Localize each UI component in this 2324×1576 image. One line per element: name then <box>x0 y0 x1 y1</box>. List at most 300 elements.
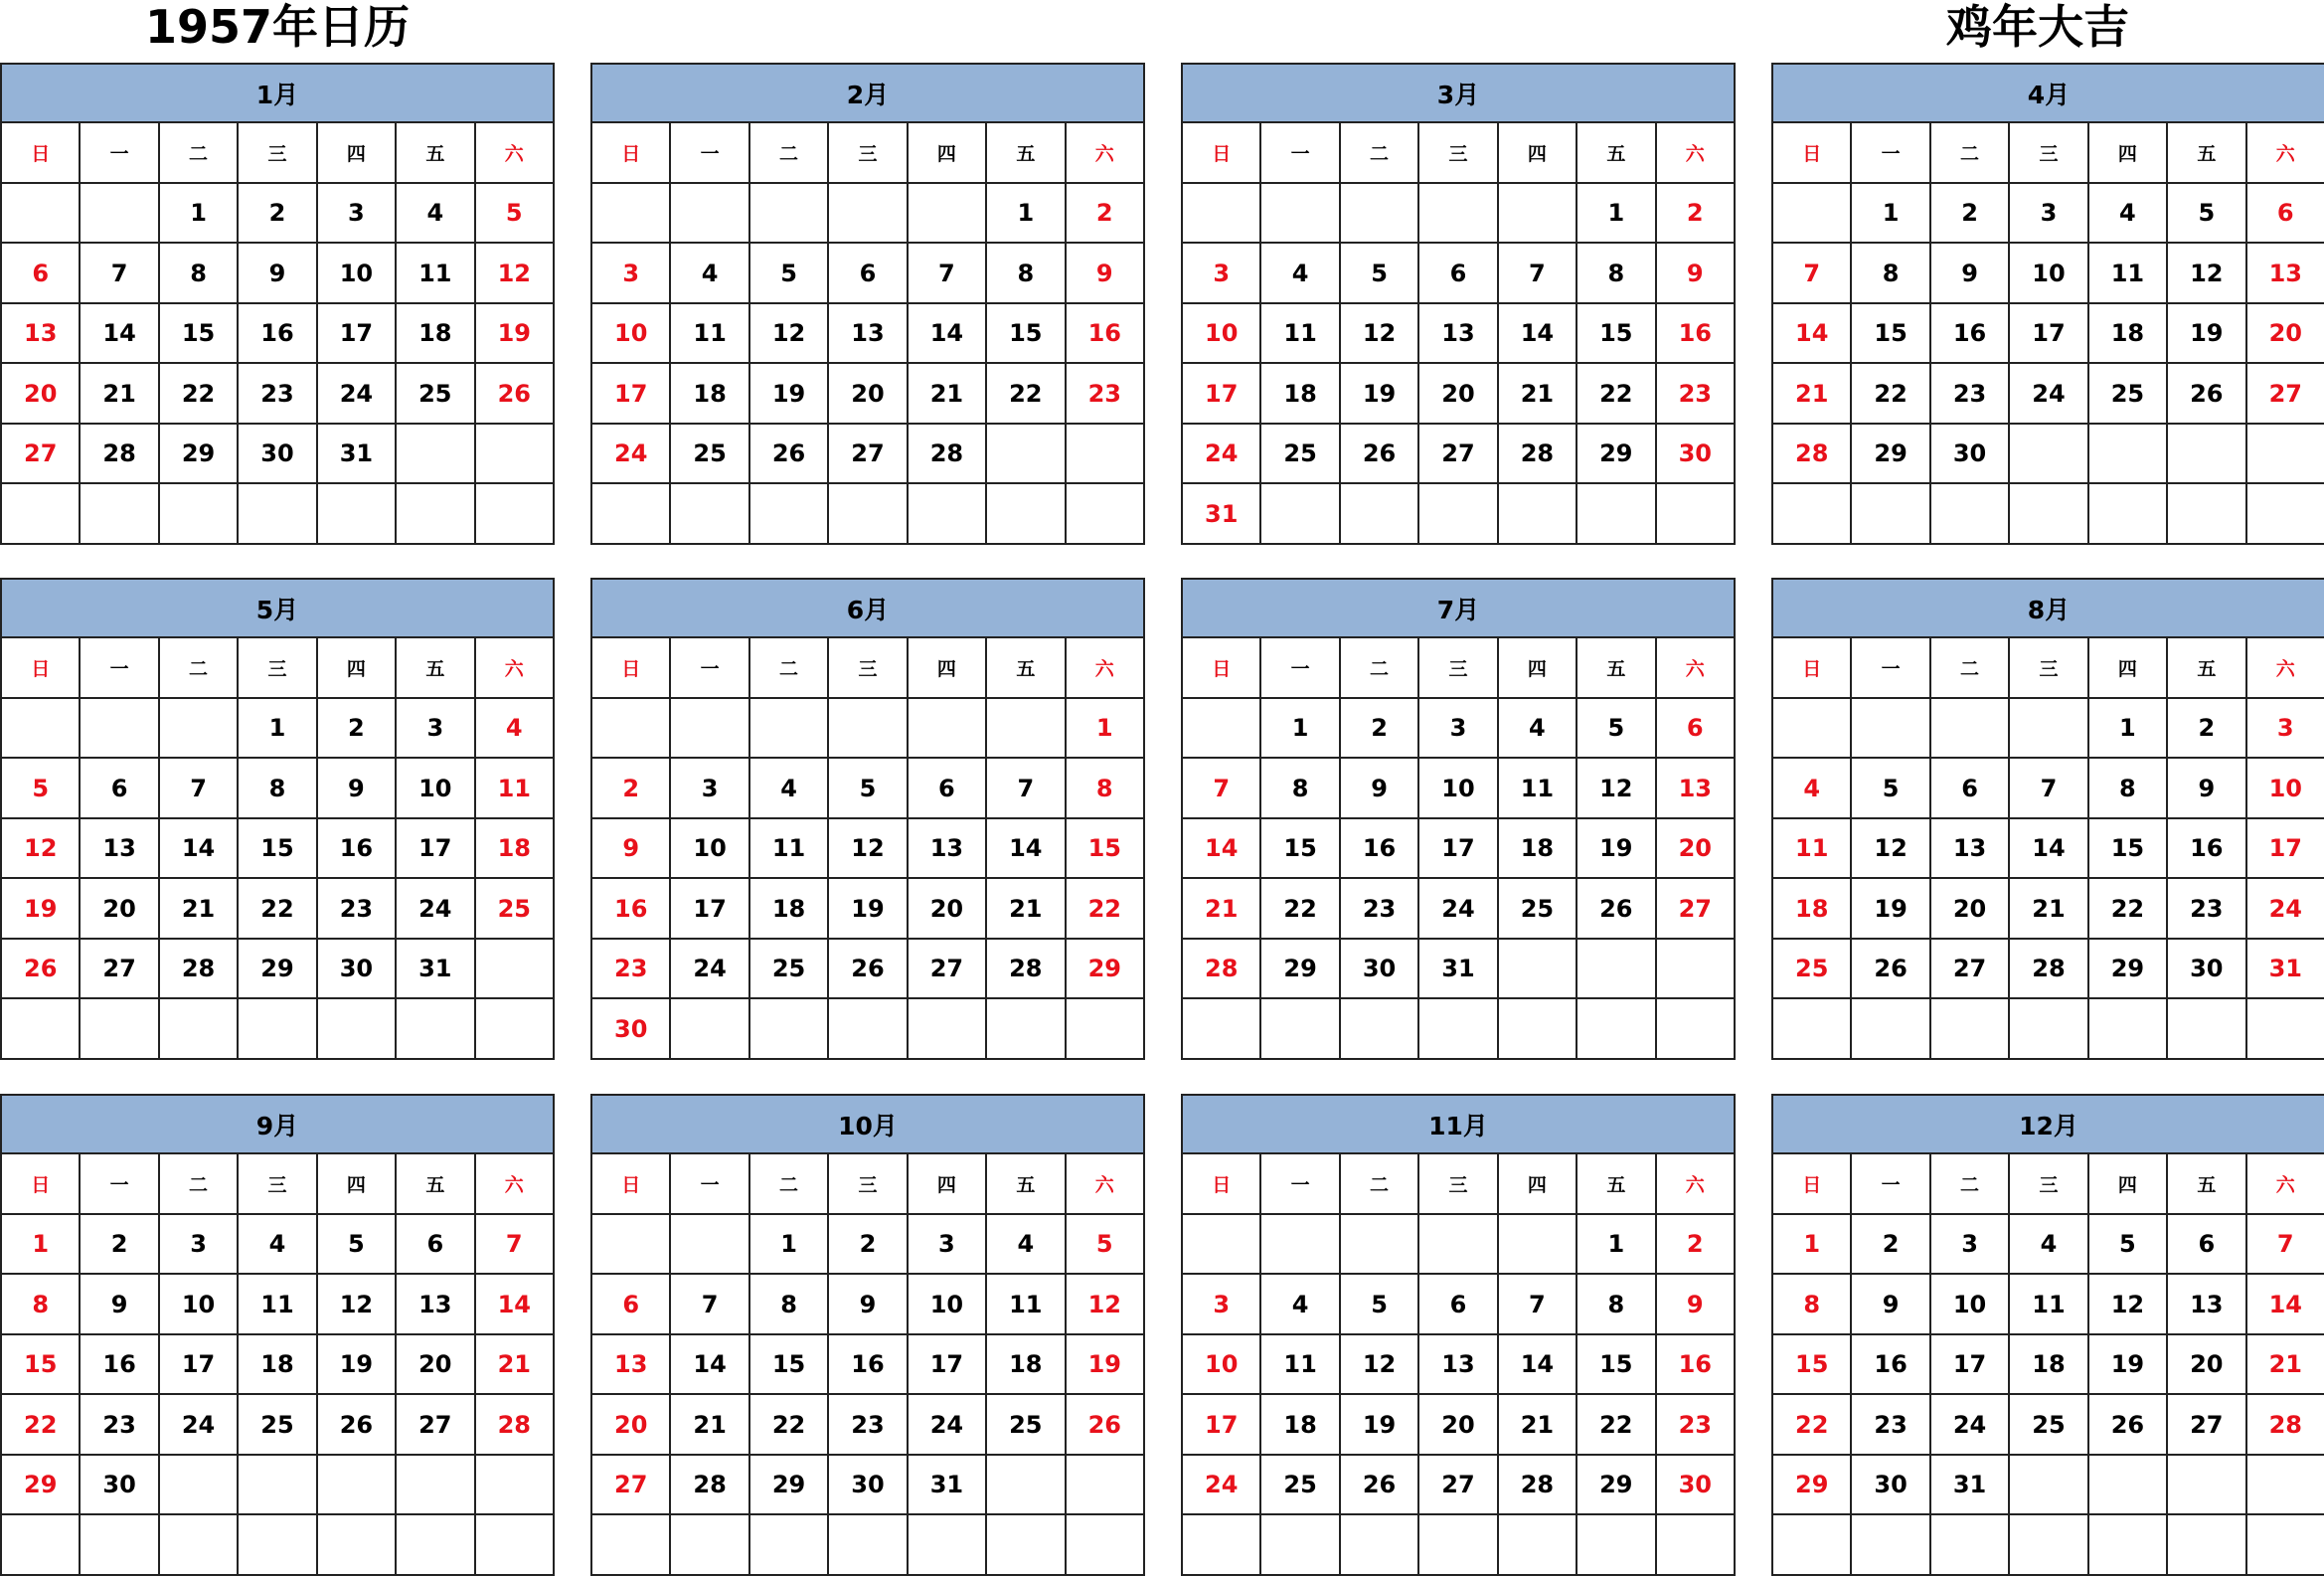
day-cell: 11 <box>1772 818 1851 879</box>
day-cell: 9 <box>1656 1274 1735 1334</box>
day-cell: 26 <box>749 424 828 484</box>
day-cell <box>1498 1514 1577 1575</box>
day-cell <box>1418 998 1497 1059</box>
weekday-header: 四 <box>2088 122 2167 183</box>
day-cell: 24 <box>2246 878 2324 939</box>
weekday-header: 一 <box>1260 122 1339 183</box>
day-cell <box>475 1455 554 1515</box>
day-cell: 26 <box>1066 1394 1144 1455</box>
weekday-header: 三 <box>2009 637 2087 698</box>
day-cell: 15 <box>1066 818 1144 879</box>
day-cell: 19 <box>2088 1334 2167 1395</box>
day-cell: 9 <box>80 1274 158 1334</box>
weekday-header: 三 <box>238 637 316 698</box>
day-cell: 10 <box>2246 758 2324 818</box>
day-cell <box>2009 424 2087 484</box>
day-cell <box>908 998 986 1059</box>
day-cell: 24 <box>317 363 396 424</box>
day-cell: 18 <box>2088 303 2167 364</box>
weekday-header: 六 <box>2246 1153 2324 1214</box>
month-title: 5月 <box>1 579 554 637</box>
weekday-header: 六 <box>2246 122 2324 183</box>
day-cell <box>1066 483 1144 544</box>
month-calendar <box>1181 578 1736 1060</box>
day-cell: 10 <box>2009 243 2087 303</box>
day-cell <box>1 1514 80 1575</box>
day-cell <box>80 698 158 759</box>
day-cell: 5 <box>1340 243 1418 303</box>
day-cell <box>2167 998 2245 1059</box>
day-cell: 28 <box>670 1455 748 1515</box>
day-cell <box>749 998 828 1059</box>
day-cell: 20 <box>396 1334 474 1395</box>
day-cell <box>908 483 986 544</box>
weekday-header: 六 <box>475 637 554 698</box>
day-cell: 14 <box>80 303 158 364</box>
month-title: 12月 <box>1772 1095 2324 1153</box>
day-cell: 31 <box>2246 939 2324 999</box>
day-cell: 13 <box>396 1274 474 1334</box>
day-cell: 25 <box>238 1394 316 1455</box>
day-cell <box>1182 998 1260 1059</box>
day-cell <box>1260 1514 1339 1575</box>
day-cell <box>2088 483 2167 544</box>
weekday-header: 四 <box>2088 1153 2167 1214</box>
weekday-header: 六 <box>1066 1153 1144 1214</box>
day-cell <box>1498 1214 1577 1275</box>
day-cell: 3 <box>591 243 670 303</box>
day-cell: 12 <box>1577 758 1655 818</box>
day-cell <box>238 1455 316 1515</box>
day-cell: 30 <box>1851 1455 1929 1515</box>
day-cell: 18 <box>238 1334 316 1395</box>
day-cell: 2 <box>1656 1214 1735 1275</box>
day-cell: 2 <box>1066 183 1144 244</box>
weekday-header: 一 <box>670 122 748 183</box>
weekday-header: 一 <box>1851 122 1929 183</box>
day-cell: 6 <box>908 758 986 818</box>
day-cell <box>1772 1514 1851 1575</box>
year-greeting: 鸡年大吉 <box>1946 0 2129 54</box>
day-cell: 2 <box>2167 698 2245 759</box>
weekday-header: 五 <box>1577 1153 1655 1214</box>
day-cell <box>1851 483 1929 544</box>
weekday-header: 三 <box>828 122 907 183</box>
day-cell <box>238 1514 316 1575</box>
day-cell: 7 <box>1498 243 1577 303</box>
day-cell <box>396 424 474 484</box>
day-cell: 4 <box>2009 1214 2087 1275</box>
day-cell: 10 <box>1182 303 1260 364</box>
day-cell: 25 <box>475 878 554 939</box>
day-cell: 17 <box>670 878 748 939</box>
day-cell: 4 <box>749 758 828 818</box>
day-cell: 24 <box>396 878 474 939</box>
day-cell: 11 <box>2009 1274 2087 1334</box>
day-cell: 6 <box>2167 1214 2245 1275</box>
day-cell <box>317 1455 396 1515</box>
day-cell: 12 <box>1340 1334 1418 1395</box>
day-cell: 30 <box>1340 939 1418 999</box>
day-cell: 22 <box>2088 878 2167 939</box>
day-cell: 4 <box>2088 183 2167 244</box>
day-cell <box>1 998 80 1059</box>
month-title: 8月 <box>1772 579 2324 637</box>
day-cell: 16 <box>238 303 316 364</box>
day-cell: 13 <box>1656 758 1735 818</box>
day-cell: 7 <box>2009 758 2087 818</box>
month-calendar <box>1771 63 2324 545</box>
day-cell: 19 <box>2167 303 2245 364</box>
day-cell: 18 <box>749 878 828 939</box>
day-cell: 8 <box>1772 1274 1851 1334</box>
day-cell: 5 <box>475 183 554 244</box>
day-cell: 1 <box>238 698 316 759</box>
day-cell: 13 <box>1 303 80 364</box>
day-cell <box>986 998 1065 1059</box>
day-cell: 19 <box>1340 1394 1418 1455</box>
day-cell: 21 <box>1772 363 1851 424</box>
weekday-header: 一 <box>1260 1153 1339 1214</box>
day-cell: 20 <box>2246 303 2324 364</box>
weekday-header: 三 <box>2009 1153 2087 1214</box>
weekday-header: 二 <box>1340 122 1418 183</box>
day-cell <box>80 998 158 1059</box>
day-cell <box>2009 998 2087 1059</box>
day-cell: 11 <box>1260 303 1339 364</box>
day-cell <box>828 183 907 244</box>
day-cell: 3 <box>670 758 748 818</box>
day-cell: 5 <box>1 758 80 818</box>
day-cell: 2 <box>80 1214 158 1275</box>
day-cell: 23 <box>1656 1394 1735 1455</box>
weekday-header: 六 <box>1656 122 1735 183</box>
day-cell: 13 <box>1418 303 1497 364</box>
day-cell <box>2246 1514 2324 1575</box>
day-cell: 6 <box>80 758 158 818</box>
day-cell <box>1851 1514 1929 1575</box>
day-cell <box>1066 1514 1144 1575</box>
day-cell: 31 <box>1182 483 1260 544</box>
day-cell: 8 <box>1577 1274 1655 1334</box>
day-cell: 20 <box>828 363 907 424</box>
day-cell <box>159 998 238 1059</box>
day-cell <box>475 939 554 999</box>
day-cell: 6 <box>2246 183 2324 244</box>
day-cell: 30 <box>80 1455 158 1515</box>
day-cell <box>475 1514 554 1575</box>
day-cell: 10 <box>591 303 670 364</box>
day-cell: 1 <box>1772 1214 1851 1275</box>
weekday-header: 日 <box>1 1153 80 1214</box>
day-cell: 27 <box>80 939 158 999</box>
day-cell: 1 <box>986 183 1065 244</box>
day-cell: 6 <box>396 1214 474 1275</box>
day-cell: 14 <box>908 303 986 364</box>
day-cell: 15 <box>1577 303 1655 364</box>
day-cell: 8 <box>238 758 316 818</box>
day-cell <box>986 698 1065 759</box>
weekday-header: 二 <box>1930 637 2009 698</box>
weekday-header: 五 <box>1577 637 1655 698</box>
weekday-header: 五 <box>2167 637 2245 698</box>
day-cell: 31 <box>317 424 396 484</box>
day-cell <box>1498 483 1577 544</box>
day-cell: 27 <box>1930 939 2009 999</box>
day-cell <box>2167 483 2245 544</box>
day-cell: 15 <box>1260 818 1339 879</box>
day-cell <box>2246 1455 2324 1515</box>
day-cell <box>2088 1455 2167 1515</box>
weekday-header: 一 <box>1851 637 1929 698</box>
day-cell: 16 <box>1656 303 1735 364</box>
weekday-header: 四 <box>2088 637 2167 698</box>
day-cell: 23 <box>1340 878 1418 939</box>
day-cell: 16 <box>1930 303 2009 364</box>
day-cell: 12 <box>2088 1274 2167 1334</box>
day-cell: 28 <box>1498 1455 1577 1515</box>
day-cell <box>1851 698 1929 759</box>
day-cell: 23 <box>1851 1394 1929 1455</box>
day-cell <box>828 1514 907 1575</box>
day-cell: 17 <box>2246 818 2324 879</box>
day-cell: 12 <box>1 818 80 879</box>
day-cell: 6 <box>1 243 80 303</box>
day-cell <box>670 183 748 244</box>
day-cell <box>1340 483 1418 544</box>
day-cell: 30 <box>1656 1455 1735 1515</box>
weekday-header: 六 <box>475 1153 554 1214</box>
month-calendar <box>0 578 555 1060</box>
day-cell: 22 <box>159 363 238 424</box>
day-cell: 26 <box>1340 1455 1418 1515</box>
weekday-header: 三 <box>828 637 907 698</box>
day-cell <box>1182 1214 1260 1275</box>
day-cell <box>1418 1514 1497 1575</box>
day-cell <box>159 698 238 759</box>
day-cell: 8 <box>749 1274 828 1334</box>
day-cell: 21 <box>908 363 986 424</box>
day-cell: 17 <box>591 363 670 424</box>
day-cell: 8 <box>1260 758 1339 818</box>
weekday-header: 六 <box>1066 122 1144 183</box>
day-cell: 1 <box>1577 1214 1655 1275</box>
day-cell: 3 <box>159 1214 238 1275</box>
day-cell: 12 <box>2167 243 2245 303</box>
day-cell <box>670 483 748 544</box>
day-cell: 12 <box>749 303 828 364</box>
day-cell: 13 <box>591 1334 670 1395</box>
day-cell: 26 <box>317 1394 396 1455</box>
weekday-header: 五 <box>986 122 1065 183</box>
day-cell: 1 <box>1066 698 1144 759</box>
day-cell: 14 <box>986 818 1065 879</box>
day-cell: 23 <box>1656 363 1735 424</box>
month-calendar <box>0 63 555 545</box>
day-cell: 12 <box>1340 303 1418 364</box>
day-cell: 17 <box>159 1334 238 1395</box>
day-cell: 23 <box>80 1394 158 1455</box>
day-cell: 5 <box>317 1214 396 1275</box>
day-cell <box>396 998 474 1059</box>
day-cell: 27 <box>1 424 80 484</box>
day-cell: 21 <box>2246 1334 2324 1395</box>
day-cell <box>1772 483 1851 544</box>
day-cell: 14 <box>475 1274 554 1334</box>
day-cell: 1 <box>1260 698 1339 759</box>
day-cell: 11 <box>1498 758 1577 818</box>
day-cell: 21 <box>1498 1394 1577 1455</box>
day-cell: 29 <box>1577 1455 1655 1515</box>
day-cell: 15 <box>986 303 1065 364</box>
day-cell: 16 <box>591 878 670 939</box>
month-calendar <box>1771 1094 2324 1576</box>
day-cell <box>80 483 158 544</box>
day-cell: 21 <box>1498 363 1577 424</box>
weekday-header: 二 <box>159 122 238 183</box>
day-cell: 12 <box>1066 1274 1144 1334</box>
weekday-header: 五 <box>2167 1153 2245 1214</box>
day-cell: 11 <box>396 243 474 303</box>
day-cell <box>986 424 1065 484</box>
day-cell: 2 <box>1930 183 2009 244</box>
day-cell: 10 <box>1930 1274 2009 1334</box>
day-cell <box>828 483 907 544</box>
day-cell: 30 <box>2167 939 2245 999</box>
day-cell: 3 <box>396 698 474 759</box>
day-cell: 3 <box>1930 1214 2009 1275</box>
day-cell: 14 <box>1182 818 1260 879</box>
day-cell <box>238 998 316 1059</box>
month-title: 3月 <box>1182 64 1735 122</box>
weekday-header: 三 <box>1418 122 1497 183</box>
day-cell: 10 <box>670 818 748 879</box>
month-calendar <box>1181 63 1736 545</box>
day-cell: 3 <box>1418 698 1497 759</box>
day-cell: 1 <box>2088 698 2167 759</box>
day-cell <box>2088 1514 2167 1575</box>
day-cell <box>1418 1214 1497 1275</box>
day-cell: 9 <box>1656 243 1735 303</box>
day-cell: 18 <box>475 818 554 879</box>
day-cell: 13 <box>1418 1334 1497 1395</box>
month-title: 4月 <box>1772 64 2324 122</box>
day-cell: 14 <box>670 1334 748 1395</box>
day-cell: 31 <box>908 1455 986 1515</box>
day-cell: 24 <box>2009 363 2087 424</box>
day-cell <box>159 1455 238 1515</box>
day-cell <box>1260 183 1339 244</box>
day-cell: 11 <box>670 303 748 364</box>
weekday-header: 二 <box>749 1153 828 1214</box>
day-cell: 17 <box>317 303 396 364</box>
day-cell: 28 <box>2009 939 2087 999</box>
day-cell <box>475 483 554 544</box>
day-cell: 25 <box>2009 1394 2087 1455</box>
day-cell: 22 <box>1260 878 1339 939</box>
day-cell <box>749 183 828 244</box>
day-cell: 2 <box>1851 1214 1929 1275</box>
day-cell: 9 <box>591 818 670 879</box>
day-cell: 19 <box>1577 818 1655 879</box>
day-cell: 29 <box>1 1455 80 1515</box>
day-cell <box>1340 1214 1418 1275</box>
day-cell <box>396 483 474 544</box>
day-cell: 14 <box>2246 1274 2324 1334</box>
day-cell: 26 <box>828 939 907 999</box>
day-cell <box>591 698 670 759</box>
weekday-header: 二 <box>1930 122 2009 183</box>
day-cell: 13 <box>2246 243 2324 303</box>
day-cell <box>1418 183 1497 244</box>
day-cell: 10 <box>317 243 396 303</box>
day-cell: 19 <box>1 878 80 939</box>
weekday-header: 五 <box>986 1153 1065 1214</box>
day-cell: 5 <box>749 243 828 303</box>
day-cell <box>1930 998 2009 1059</box>
day-cell: 2 <box>1340 698 1418 759</box>
day-cell: 24 <box>1930 1394 2009 1455</box>
day-cell: 22 <box>1772 1394 1851 1455</box>
day-cell: 24 <box>1418 878 1497 939</box>
weekday-header: 一 <box>80 122 158 183</box>
day-cell: 27 <box>908 939 986 999</box>
day-cell: 18 <box>986 1334 1065 1395</box>
day-cell: 24 <box>1182 424 1260 484</box>
day-cell: 6 <box>828 243 907 303</box>
day-cell: 26 <box>1 939 80 999</box>
day-cell: 20 <box>2167 1334 2245 1395</box>
day-cell <box>1656 483 1735 544</box>
day-cell: 30 <box>1930 424 2009 484</box>
day-cell: 7 <box>475 1214 554 1275</box>
day-cell: 4 <box>670 243 748 303</box>
day-cell: 11 <box>475 758 554 818</box>
day-cell: 31 <box>1930 1455 2009 1515</box>
day-cell: 3 <box>2009 183 2087 244</box>
day-cell: 29 <box>1577 424 1655 484</box>
day-cell: 9 <box>1930 243 2009 303</box>
day-cell: 24 <box>591 424 670 484</box>
day-cell: 28 <box>1498 424 1577 484</box>
day-cell <box>1656 998 1735 1059</box>
day-cell: 28 <box>2246 1394 2324 1455</box>
weekday-header: 一 <box>1851 1153 1929 1214</box>
day-cell: 5 <box>2167 183 2245 244</box>
day-cell <box>908 1514 986 1575</box>
weekday-header: 日 <box>591 1153 670 1214</box>
day-cell: 4 <box>238 1214 316 1275</box>
day-cell <box>475 998 554 1059</box>
day-cell <box>1577 1514 1655 1575</box>
day-cell: 29 <box>749 1455 828 1515</box>
day-cell <box>1066 424 1144 484</box>
weekday-header: 四 <box>1498 122 1577 183</box>
day-cell: 21 <box>1182 878 1260 939</box>
day-cell: 22 <box>749 1394 828 1455</box>
month-title: 6月 <box>591 579 1144 637</box>
day-cell: 23 <box>238 363 316 424</box>
day-cell: 26 <box>475 363 554 424</box>
weekday-header: 二 <box>1340 1153 1418 1214</box>
day-cell: 4 <box>1260 243 1339 303</box>
day-cell: 29 <box>2088 939 2167 999</box>
day-cell <box>2167 424 2245 484</box>
day-cell: 25 <box>1260 1455 1339 1515</box>
day-cell: 13 <box>2167 1274 2245 1334</box>
day-cell: 29 <box>1260 939 1339 999</box>
day-cell: 30 <box>1656 424 1735 484</box>
